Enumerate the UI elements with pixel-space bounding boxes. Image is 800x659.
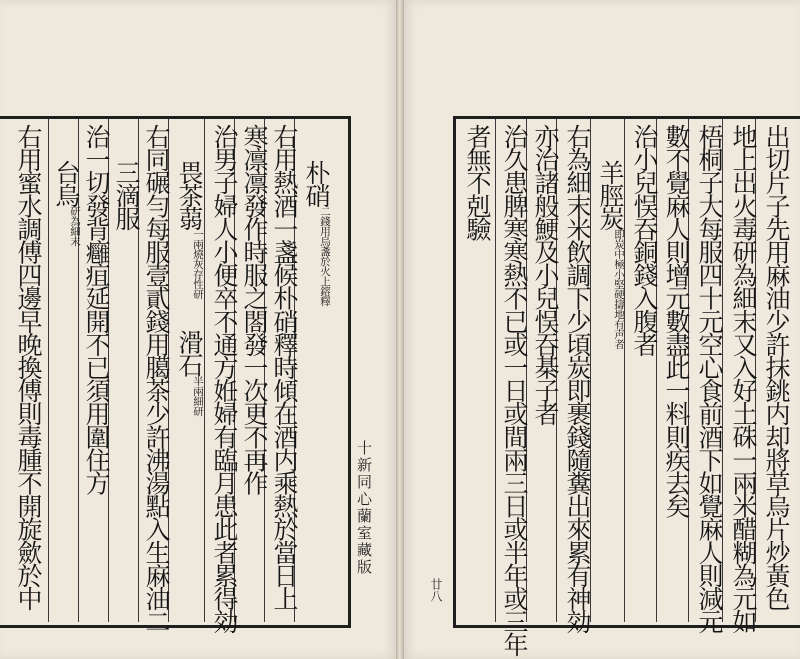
text-column xyxy=(630,124,658,355)
column-rule xyxy=(495,119,496,622)
column-text: 三滴服 xyxy=(112,160,141,230)
text-column xyxy=(302,160,330,306)
column-text: 畏茶蒻 xyxy=(175,160,204,230)
text-column xyxy=(531,124,559,424)
colophon-imprint: 十新同心蘭室藏版 xyxy=(355,440,373,576)
text-column xyxy=(52,160,80,246)
column-text: 右用熱酒一盞候朴硝釋時傾在酒内乘熱於當日上 xyxy=(270,124,299,610)
book-gutter xyxy=(396,0,404,659)
column-text: 者無不剋驗 xyxy=(463,124,492,240)
annotation-note: 一兩燒灰存性研 xyxy=(192,229,204,300)
column-text: 數不覺麻人則增元數盡此一料則疾去矣 xyxy=(662,124,691,517)
text-column xyxy=(112,160,140,229)
leaf-number: 廿八 xyxy=(429,578,443,602)
column-text: 地上出火毒研為細末又入好土硃一兩米醋糊為元如 xyxy=(729,124,758,633)
text-column xyxy=(563,124,591,632)
text-column xyxy=(463,124,491,240)
column-rule xyxy=(204,119,205,622)
annotation-note: 研為細末 xyxy=(69,206,81,247)
text-column xyxy=(210,124,238,632)
text-column xyxy=(240,124,268,494)
column-text: 朴硝 xyxy=(302,160,331,207)
column-text: 梧桐子大每服四十元空心食前酒下如覺麻人則減元 xyxy=(695,124,724,633)
text-column xyxy=(142,124,170,632)
column-text: 治久患脾寒寒熱不已或一日或間兩三日或半年或三年 xyxy=(500,124,529,656)
text-column xyxy=(500,124,528,655)
text-column xyxy=(82,124,110,494)
column-text: 寒凛凛發作時服之閤發一次更不再作 xyxy=(240,124,269,494)
text-column xyxy=(270,124,298,609)
column-text: 治男子婦人小便卒不通方姙婦有臨月患此者累得効 xyxy=(210,124,239,633)
annotation-note: 半兩細研 xyxy=(192,375,204,416)
text-column xyxy=(695,124,723,632)
column-text: 治一切發背癰疽延開不已須用圍住方 xyxy=(82,124,111,494)
column-text: 治小兒悮吞銅錢入腹者 xyxy=(630,124,659,356)
column-text: 滑石 xyxy=(175,329,204,376)
column-text: 右用蜜水調傅四邊早晚換傅則毒腫不開旋歛於中 xyxy=(14,124,43,610)
text-column xyxy=(662,124,690,517)
annotation-note: 即炭中極小堅硬擣地有声者 xyxy=(613,229,625,350)
column-text: 羊脛炭 xyxy=(596,160,625,230)
annotation-note: 二錢用烏盞於火上鎔釋 xyxy=(319,206,331,307)
text-column xyxy=(14,124,42,609)
text-column xyxy=(175,160,203,416)
text-column xyxy=(729,124,757,632)
column-rule xyxy=(48,119,49,622)
column-text: 右同碾勻每服壹貳錢用臈茶少許沸湯點入生麻油二 xyxy=(142,124,171,633)
column-text: 出切片子先用麻油少許抹銚内却將草烏片炒黃色 xyxy=(762,124,791,610)
column-text: 亦治諸般鯁及小兒悮吞棊子者 xyxy=(531,124,560,425)
text-column xyxy=(596,160,624,349)
text-column xyxy=(762,124,790,609)
column-text: 右為細末米飲調下少頃炭即裹錢隨糞出來累有神効 xyxy=(563,124,592,633)
column-text: 台烏 xyxy=(52,160,81,207)
